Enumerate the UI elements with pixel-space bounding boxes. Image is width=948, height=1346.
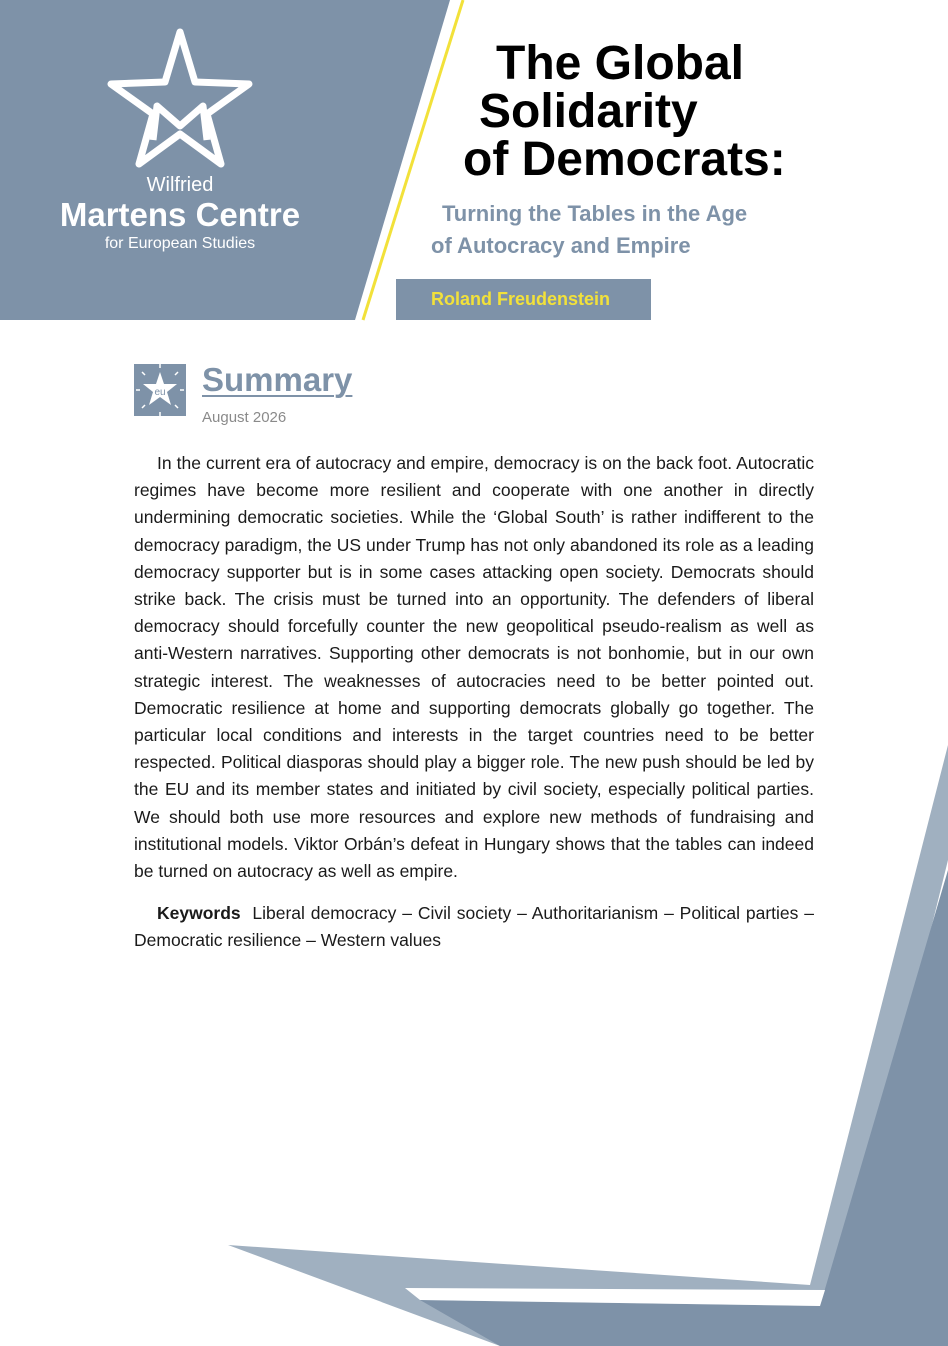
keywords-paragraph [134, 900, 814, 954]
keywords-label: Keywords [157, 903, 241, 923]
publication-date: August 2026 [202, 409, 287, 426]
eu-star-icon [134, 364, 186, 416]
svg-text:eu: eu [154, 387, 166, 398]
logo-line-3: for European Studies [104, 235, 256, 252]
author-name: Roland Freudenstein [396, 279, 651, 320]
summary-heading: Summary [202, 361, 353, 398]
summary-text: In the current era of autocracy and empire, democracy is on the back foot. Autocratic regimes have become more resilient and cooperate with one another in directly undermining democratic societies. While the ‘Global South’ is rather indifferent to the democracy paradigm, the US under Trump has not only abandoned its role as a leading democracy supporter but is in some cases attacking open society. Democrats should strike back. The crisis must be turned into an opportunity. The defenders of liberal democracy should forcefully counter the new geopolitical pseudo-realism as well as anti-Western narratives. Supporting other democrats is not bonhomie, but in our own strategic interest. The weaknesses of autocracies need to be better pointed out. Democratic resilience at home and supporting democrats globally go together. The particular local conditions and interests in the target countries need to be better respected. Political diasporas should play a bigger role. The new push should be led by the EU and its member states and initiated by civil society, especially political parties. We should both use more resources and explore new methods of fundraising and institutional models. Viktor Orbán’s defeat in Hungary shows that the tables can indeed be turned on autocracy as well as empire. [134, 453, 814, 882]
subtitle-line-2: of Autocracy and Empire [431, 233, 691, 258]
subtitle-line-1: Turning the Tables in the Age [442, 201, 748, 226]
title-line-3: of Democrats: [463, 133, 786, 186]
logo-line-2: Martens Centre [59, 196, 301, 233]
title-line-2: Solidarity [479, 85, 698, 138]
title-line-1: The Global [496, 37, 745, 90]
wilfried-martens-centre-logo [40, 28, 320, 254]
keywords-list: Liberal democracy – Civil society – Authoritarianism – Political parties – Democratic resilience – Western values [134, 903, 814, 951]
logo-line-1: Wilfried [146, 174, 214, 196]
star-icon [105, 28, 255, 168]
